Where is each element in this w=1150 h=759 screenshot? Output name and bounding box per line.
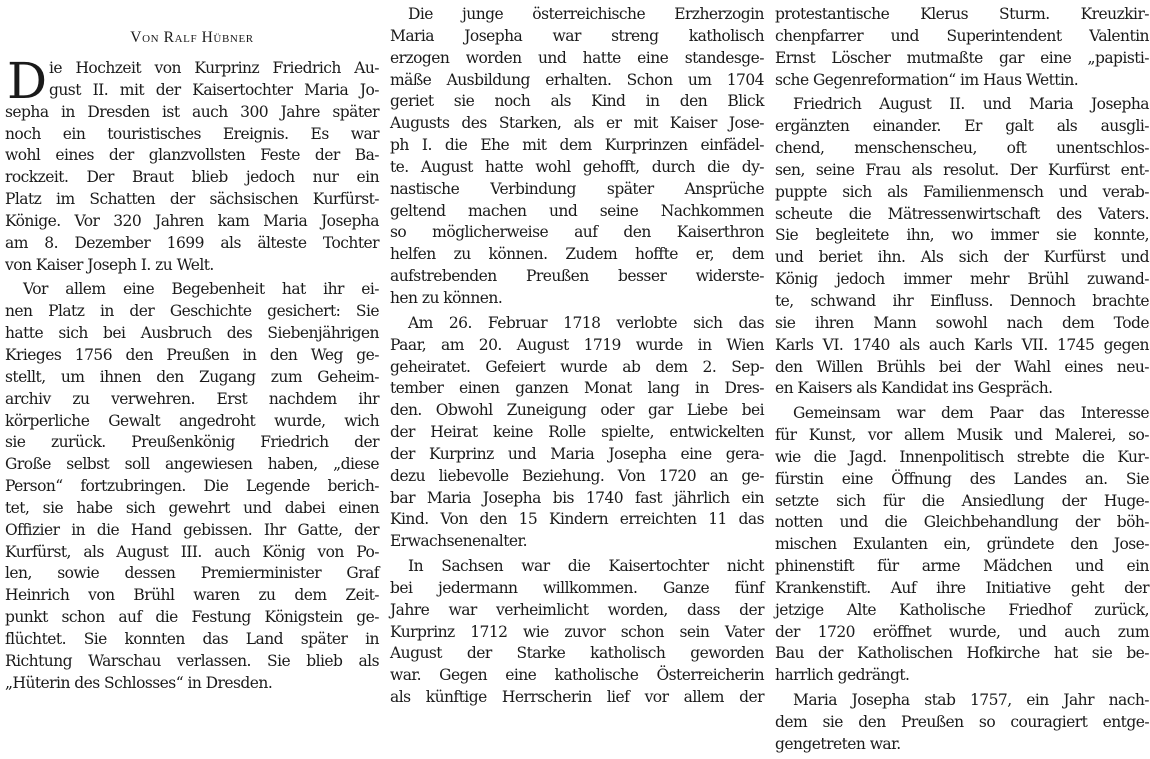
text-line: erzogen worden und hatte eine standesge-: [390, 48, 764, 67]
text-line: bar Maria Josepha bis 1740 fast jährlich ein: [390, 488, 764, 507]
text-line: tet, sie habe sich gewehrt und dabei einen: [5, 498, 379, 517]
text-line: Friedrich August II. und Maria Josepha: [793, 95, 1149, 114]
author-byline: Von Ralf Hübner: [130, 29, 254, 46]
article-paragraph: [775, 4, 1149, 91]
text-line: en Kaisers als Kandidat ins Gespräch.: [775, 379, 1053, 398]
text-line: stellt, um ihnen den Zugang zum Geheim-: [5, 367, 379, 386]
text-line: noch ein touristisches Ereignis. Es war: [5, 124, 379, 143]
article-column-1: [5, 0, 379, 697]
text-line: Kurprinz 1712 wie zuvor schon sein Vater: [390, 622, 764, 641]
text-line: dezu liebevolle Beziehung. Von 1720 an ge-: [390, 466, 764, 485]
text-line: geheiratet. Gefeiert wurde ab dem 2. Sep-: [390, 357, 764, 376]
text-line: Könige. Vor 320 Jahren kam Maria Josepha: [5, 211, 379, 230]
text-line: punkt schon auf die Festung Königstein ge-: [5, 608, 379, 627]
text-line: sie ihren Mann sowohl nach dem Tode: [775, 313, 1149, 332]
text-line: Maria Josepha stab 1757, ein Jahr nach-: [793, 691, 1149, 710]
text-line: sche Gegenreformation“ im Haus Wettin.: [775, 70, 1079, 89]
text-line: scheute die Mätressenwirtschaft des Vaters.: [775, 204, 1149, 223]
text-line: so möglicherweise auf den Kaiserthron: [390, 223, 764, 242]
text-line: te, schwand ihr Einfluss. Dennoch brachte: [775, 291, 1149, 310]
text-line: notten und die Gleichbehandlung der böh-: [775, 513, 1149, 532]
text-line: harrlich gedrängt.: [775, 666, 910, 685]
text-line: te. August hatte wohl gehofft, durch die dy-: [390, 157, 764, 176]
article-paragraph: [775, 690, 1149, 756]
text-line: nastische Verbindung später Ansprüche: [390, 179, 764, 198]
text-line: von Kaiser Joseph I. zu Welt.: [5, 255, 214, 274]
text-line: chenpfarrer und Superintendent Valentin: [775, 26, 1149, 45]
text-line: wohl eines der glanzvollsten Feste der Ba-: [5, 146, 379, 165]
text-line: August der Starke katholisch geworden: [390, 644, 764, 663]
text-line: Richtung Warschau verlassen. Sie blieb als: [5, 651, 379, 670]
text-line: der Heirat keine Rolle spielte, entwickelten: [390, 423, 764, 442]
text-line: ergänzten einander. Er galt als ausgli-: [775, 117, 1149, 136]
article-paragraph: [390, 4, 764, 310]
article-paragraph: [5, 279, 379, 694]
text-line: setzte sich für die Ansiedlung der Huge-: [775, 491, 1149, 510]
text-line: Kind. Von den 15 Kindern erreichten 11 das: [390, 510, 764, 529]
text-line: hen zu können.: [390, 288, 503, 307]
text-line: Sie begleitete ihn, wo immer sie konnte,: [775, 226, 1149, 245]
text-line: und beriet ihn. Als sich der Kurfürst und: [775, 248, 1149, 267]
text-line: der Kurprinz und Maria Josepha eine gera-: [390, 444, 764, 463]
text-line: jetzige Alte Katholische Friedhof zurück,: [775, 600, 1149, 619]
text-line: König jedoch immer mehr Brühl zuwand-: [775, 270, 1149, 289]
text-line: mischen Exulanten ein, gründete den Jose-: [775, 535, 1149, 554]
text-line: archiv zu verwehren. Erst nachdem ihr: [5, 389, 379, 408]
text-line: Maria Josepha war streng katholisch: [390, 26, 764, 45]
text-line: helfen zu können. Zudem hoffte er, dem: [390, 245, 764, 264]
text-line: war. Gegen eine katholische Österreicherin: [390, 666, 764, 685]
text-line: Krieges 1756 den Preußen in den Weg ge-: [5, 345, 379, 364]
text-line: tember einen ganzen Monat lang in Dres-: [390, 379, 764, 398]
text-line: sepha in Dresden ist auch 300 Jahre später: [5, 102, 379, 121]
article-column-2: [390, 0, 764, 712]
text-line: rockzeit. Der Braut blieb jedoch nur ein: [5, 168, 379, 187]
text-line: sie zurück. Preußenkönig Friedrich der: [5, 433, 379, 452]
text-line: gengetreten war.: [775, 734, 901, 753]
text-line: gust II. mit der Kaisertochter Maria Jo-: [49, 80, 379, 99]
text-line: geriet sie noch als Kind in den Blick: [390, 92, 764, 111]
article-paragraph: [775, 403, 1149, 687]
text-line: „Hüterin des Schlosses“ in Dresden.: [5, 673, 273, 692]
text-line: körperliche Gewalt angedroht wurde, wich: [5, 411, 379, 430]
article-paragraph: [5, 52, 379, 276]
text-line: Offizier in die Hand gebissen. Ihr Gatte, der: [5, 520, 379, 539]
text-line: Person“ fortzubringen. Die Legende berich-: [5, 477, 379, 496]
text-line: Ernst Löscher mutmaßte gar eine „papisti-: [775, 48, 1149, 67]
drop-cap: D: [7, 52, 47, 110]
text-line: Erwachsenenalter.: [390, 532, 528, 551]
text-line: Vor allem eine Begebenheit hat ihr ei-: [23, 280, 379, 299]
article-paragraph: [775, 94, 1149, 400]
text-line: den Willen Brühls bei der Wahl eines neu-: [775, 357, 1149, 376]
text-line: len, sowie dessen Premierminister Graf: [5, 564, 379, 583]
text-line: Augusts des Starken, als er mit Kaiser Jose-: [390, 114, 764, 133]
text-line: Kurfürst, als August III. auch König von Po-: [5, 542, 379, 561]
text-line: bei jedermann willkommen. Ganze fünf: [390, 578, 764, 597]
text-line: am 8. Dezember 1699 als älteste Tochter: [5, 233, 379, 252]
article-paragraph: [390, 313, 764, 553]
text-line: puppte sich als Familienmensch und verab-: [775, 182, 1149, 201]
text-line: den. Obwohl Zuneigung oder gar Liebe bei: [390, 401, 764, 420]
article-paragraph: [390, 556, 764, 709]
text-line: ph I. die Ehe mit dem Kurprinzen einfädel-: [390, 136, 764, 155]
text-line: Karls VI. 1740 als auch Karls VII. 1745 gegen: [775, 335, 1149, 354]
text-line: Krankenstift. Auf ihre Initiative geht der: [775, 578, 1149, 597]
text-line: flüchtet. Sie konnten das Land später in: [5, 629, 379, 648]
text-line: dem sie den Preußen so couragiert entge-: [775, 713, 1149, 731]
text-line: sen, seine Frau als resolut. Der Kurfürst ent-: [775, 160, 1149, 179]
text-line: Paar, am 20. August 1719 wurde in Wien: [390, 335, 764, 354]
text-line: geltend machen und seine Nachkommen: [390, 201, 764, 220]
article-column-3: [775, 0, 1149, 759]
text-line: Große selbst soll angewiesen haben, „diese: [5, 455, 379, 474]
text-line: für Kunst, vor allem Musik und Malerei, so-: [775, 426, 1149, 445]
text-line: protestantische Klerus Sturm. Kreuzkir-: [775, 5, 1149, 23]
text-line: Am 26. Februar 1718 verlobte sich das: [408, 313, 764, 332]
text-line: Bau der Katholischen Hofkirche hat sie be-: [775, 644, 1149, 663]
text-line: fürstin eine Öffnung des Landes an. Sie: [775, 469, 1149, 488]
text-line: nen Platz in der Geschichte gesichert: Sie: [5, 302, 379, 321]
text-line: Die junge österreichische Erzherzogin: [408, 5, 764, 23]
text-line: aufstrebenden Preußen besser widerste-: [390, 267, 764, 286]
text-line: wie die Jagd. Innenpolitisch strebte die Kur-: [775, 447, 1149, 466]
text-line: Platz im Schatten der sächsischen Kurfürst-: [5, 190, 379, 209]
text-line: Heinrich von Brühl waren zu dem Zeit-: [5, 586, 379, 605]
text-line: Jahre war verheimlicht worden, dass der: [390, 600, 764, 619]
text-line: chend, menschenscheu, oft unentschlos-: [775, 139, 1149, 158]
text-line: der 1720 eröffnet wurde, und auch zum: [775, 622, 1149, 641]
text-line: ie Hochzeit von Kurprinz Friedrich Au-: [49, 59, 379, 77]
text-line: phinenstift für arme Mädchen und ein: [775, 557, 1149, 576]
text-line: mäße Ausbildung erhalten. Schon um 1704: [390, 70, 764, 89]
text-line: als künftige Herrscherin lief vor allem der: [390, 688, 764, 707]
text-line: In Sachsen war die Kaisertochter nicht: [408, 557, 764, 576]
text-line: Gemeinsam war dem Paar das Interesse: [793, 404, 1149, 423]
text-line: hatte sich bei Ausbruch des Siebenjährigen: [5, 324, 379, 343]
